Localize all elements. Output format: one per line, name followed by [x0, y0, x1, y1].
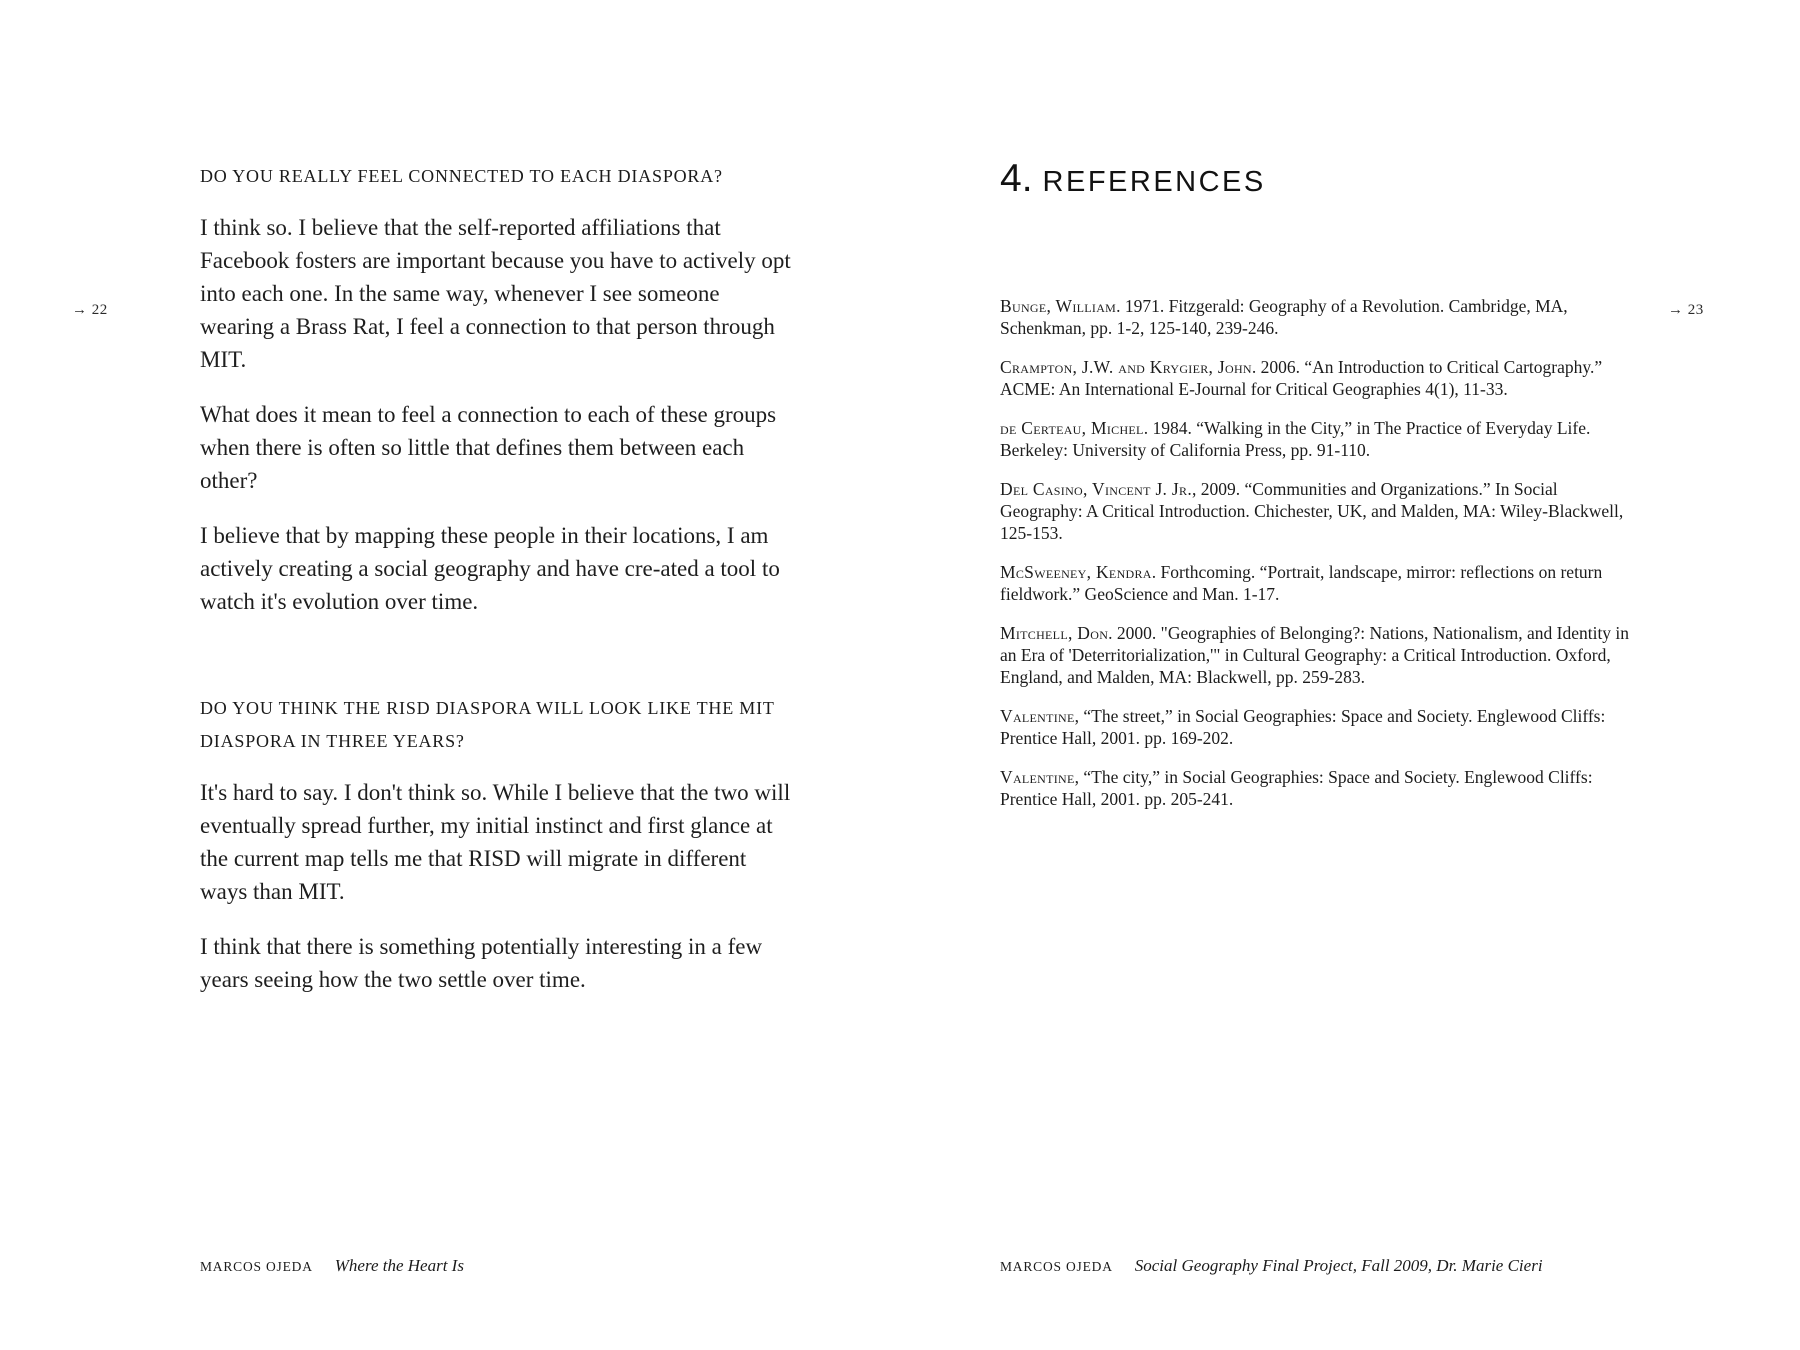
reference-author: Mitchell, Don — [1000, 623, 1109, 643]
reference-author: Crampton, J.W. and Krygier, John — [1000, 357, 1252, 377]
reference-citation: , “The street,” in Social Geographies: Space and Society. Englewood Cliffs: Prentice Hall, 2001. pp. 169-202. — [1000, 706, 1606, 748]
footer-author: MARCOS OJEDA — [200, 1259, 313, 1274]
interview-question: DO YOU THINK THE RISD DIASPORA WILL LOOK LIKE THE MIT DIASPORA IN THREE YEARS? — [200, 698, 775, 751]
footer-right — [1000, 1256, 1543, 1276]
footer-author: MARCOS OJEDA — [1000, 1259, 1113, 1274]
footer-work-title: Social Geography Final Project, Fall 2009, Dr. Marie Cieri — [1134, 1256, 1543, 1275]
reference-author: Bunge, William — [1000, 296, 1117, 316]
interview-answer: It's hard to say. I don't think so. While I believe that the two will eventually spread further, my initial instinct and first glance at the current map tells me that RISD will migrate in different ways than MIT. — [200, 780, 791, 904]
reference-author: Del Casino, Vincent J. Jr. — [1000, 479, 1193, 499]
reference-entry — [1000, 478, 1640, 544]
interview-answer: I think so. I believe that the self-reported affiliations that Facebook fosters are important because you have to actively opt into each one. In the same way, whenever I see someone wearing a Brass Rat, I feel a connection to that person through MIT. — [200, 215, 791, 372]
interview-answer: What does it mean to feel a connection to each of these groups when there is often so little that defines them between each other? — [200, 402, 777, 493]
reference-citation: , “The city,” in Social Geographies: Space and Society. Englewood Cliffs: Prentice Hall, 2001. pp. 205-241. — [1000, 767, 1593, 809]
section-title: REFERENCES — [1042, 166, 1266, 198]
interview-question: DO YOU REALLY FEEL CONNECTED TO EACH DIASPORA? — [200, 166, 723, 186]
section-number: 4. — [1000, 157, 1033, 200]
reference-entry — [1000, 766, 1640, 810]
reference-citation: . Forthcoming. “Portrait, landscape, mirror: reflections on return fieldwork.” GeoScience and Man. 1-17. — [1000, 562, 1603, 604]
page-number-left: → 22 — [72, 302, 108, 318]
reference-citation: , 2009. “Communities and Organizations.” In Social Geography: A Critical Introduction. Chichester, UK, and Malden, MA: Wiley-Blackwell, 125-153. — [1000, 479, 1624, 543]
reference-author: McSweeney, Kendra — [1000, 562, 1152, 582]
reference-entry — [1000, 356, 1640, 400]
interview-answer: I believe that by mapping these people in their locations, I am actively creating a social geography and have cre-ated a tool to watch it's evolution over time. — [200, 523, 780, 614]
reference-citation: . 2000. "Geographies of Belonging?: Nations, Nationalism, and Identity in an Era of 'Deterritorialization,'" in Cultural Geography: a Critical Introduction. Oxford, England, and Malden, MA: Blackwell, pp. 259-283. — [1000, 623, 1630, 687]
reference-list — [1000, 295, 1640, 810]
reference-entry — [1000, 561, 1640, 605]
reference-author: Valentine — [1000, 706, 1075, 726]
reference-author: de Certeau, Michel — [1000, 418, 1144, 438]
reference-author: Valentine — [1000, 767, 1075, 787]
footer-work-title: Where the Heart Is — [334, 1256, 464, 1275]
footer-left — [200, 1256, 464, 1276]
reference-entry — [1000, 622, 1640, 688]
reference-citation: . 1984. “Walking in the City,” in The Practice of Everyday Life. Berkeley: University of California Press, pp. 91-110. — [1000, 418, 1591, 460]
reference-entry — [1000, 705, 1640, 749]
reference-citation: . 2006. “An Introduction to Critical Cartography.” ACME: An International E-Journal for Critical Geographies 4(1), 11-33. — [1000, 357, 1603, 399]
references-column — [1000, 158, 1640, 827]
section-heading — [1000, 158, 1640, 203]
interview-answer: I think that there is something potentially interesting in a few years seeing how the two settle over time. — [200, 934, 763, 992]
interview-column — [200, 160, 792, 1018]
reference-entry — [1000, 417, 1640, 461]
page-number-right: → 23 — [1668, 302, 1704, 318]
reference-citation: . 1971. Fitzgerald: Geography of a Revolution. Cambridge, MA, Schenkman, pp. 1-2, 125-140, 239-246. — [1000, 296, 1568, 338]
reference-entry — [1000, 295, 1640, 339]
